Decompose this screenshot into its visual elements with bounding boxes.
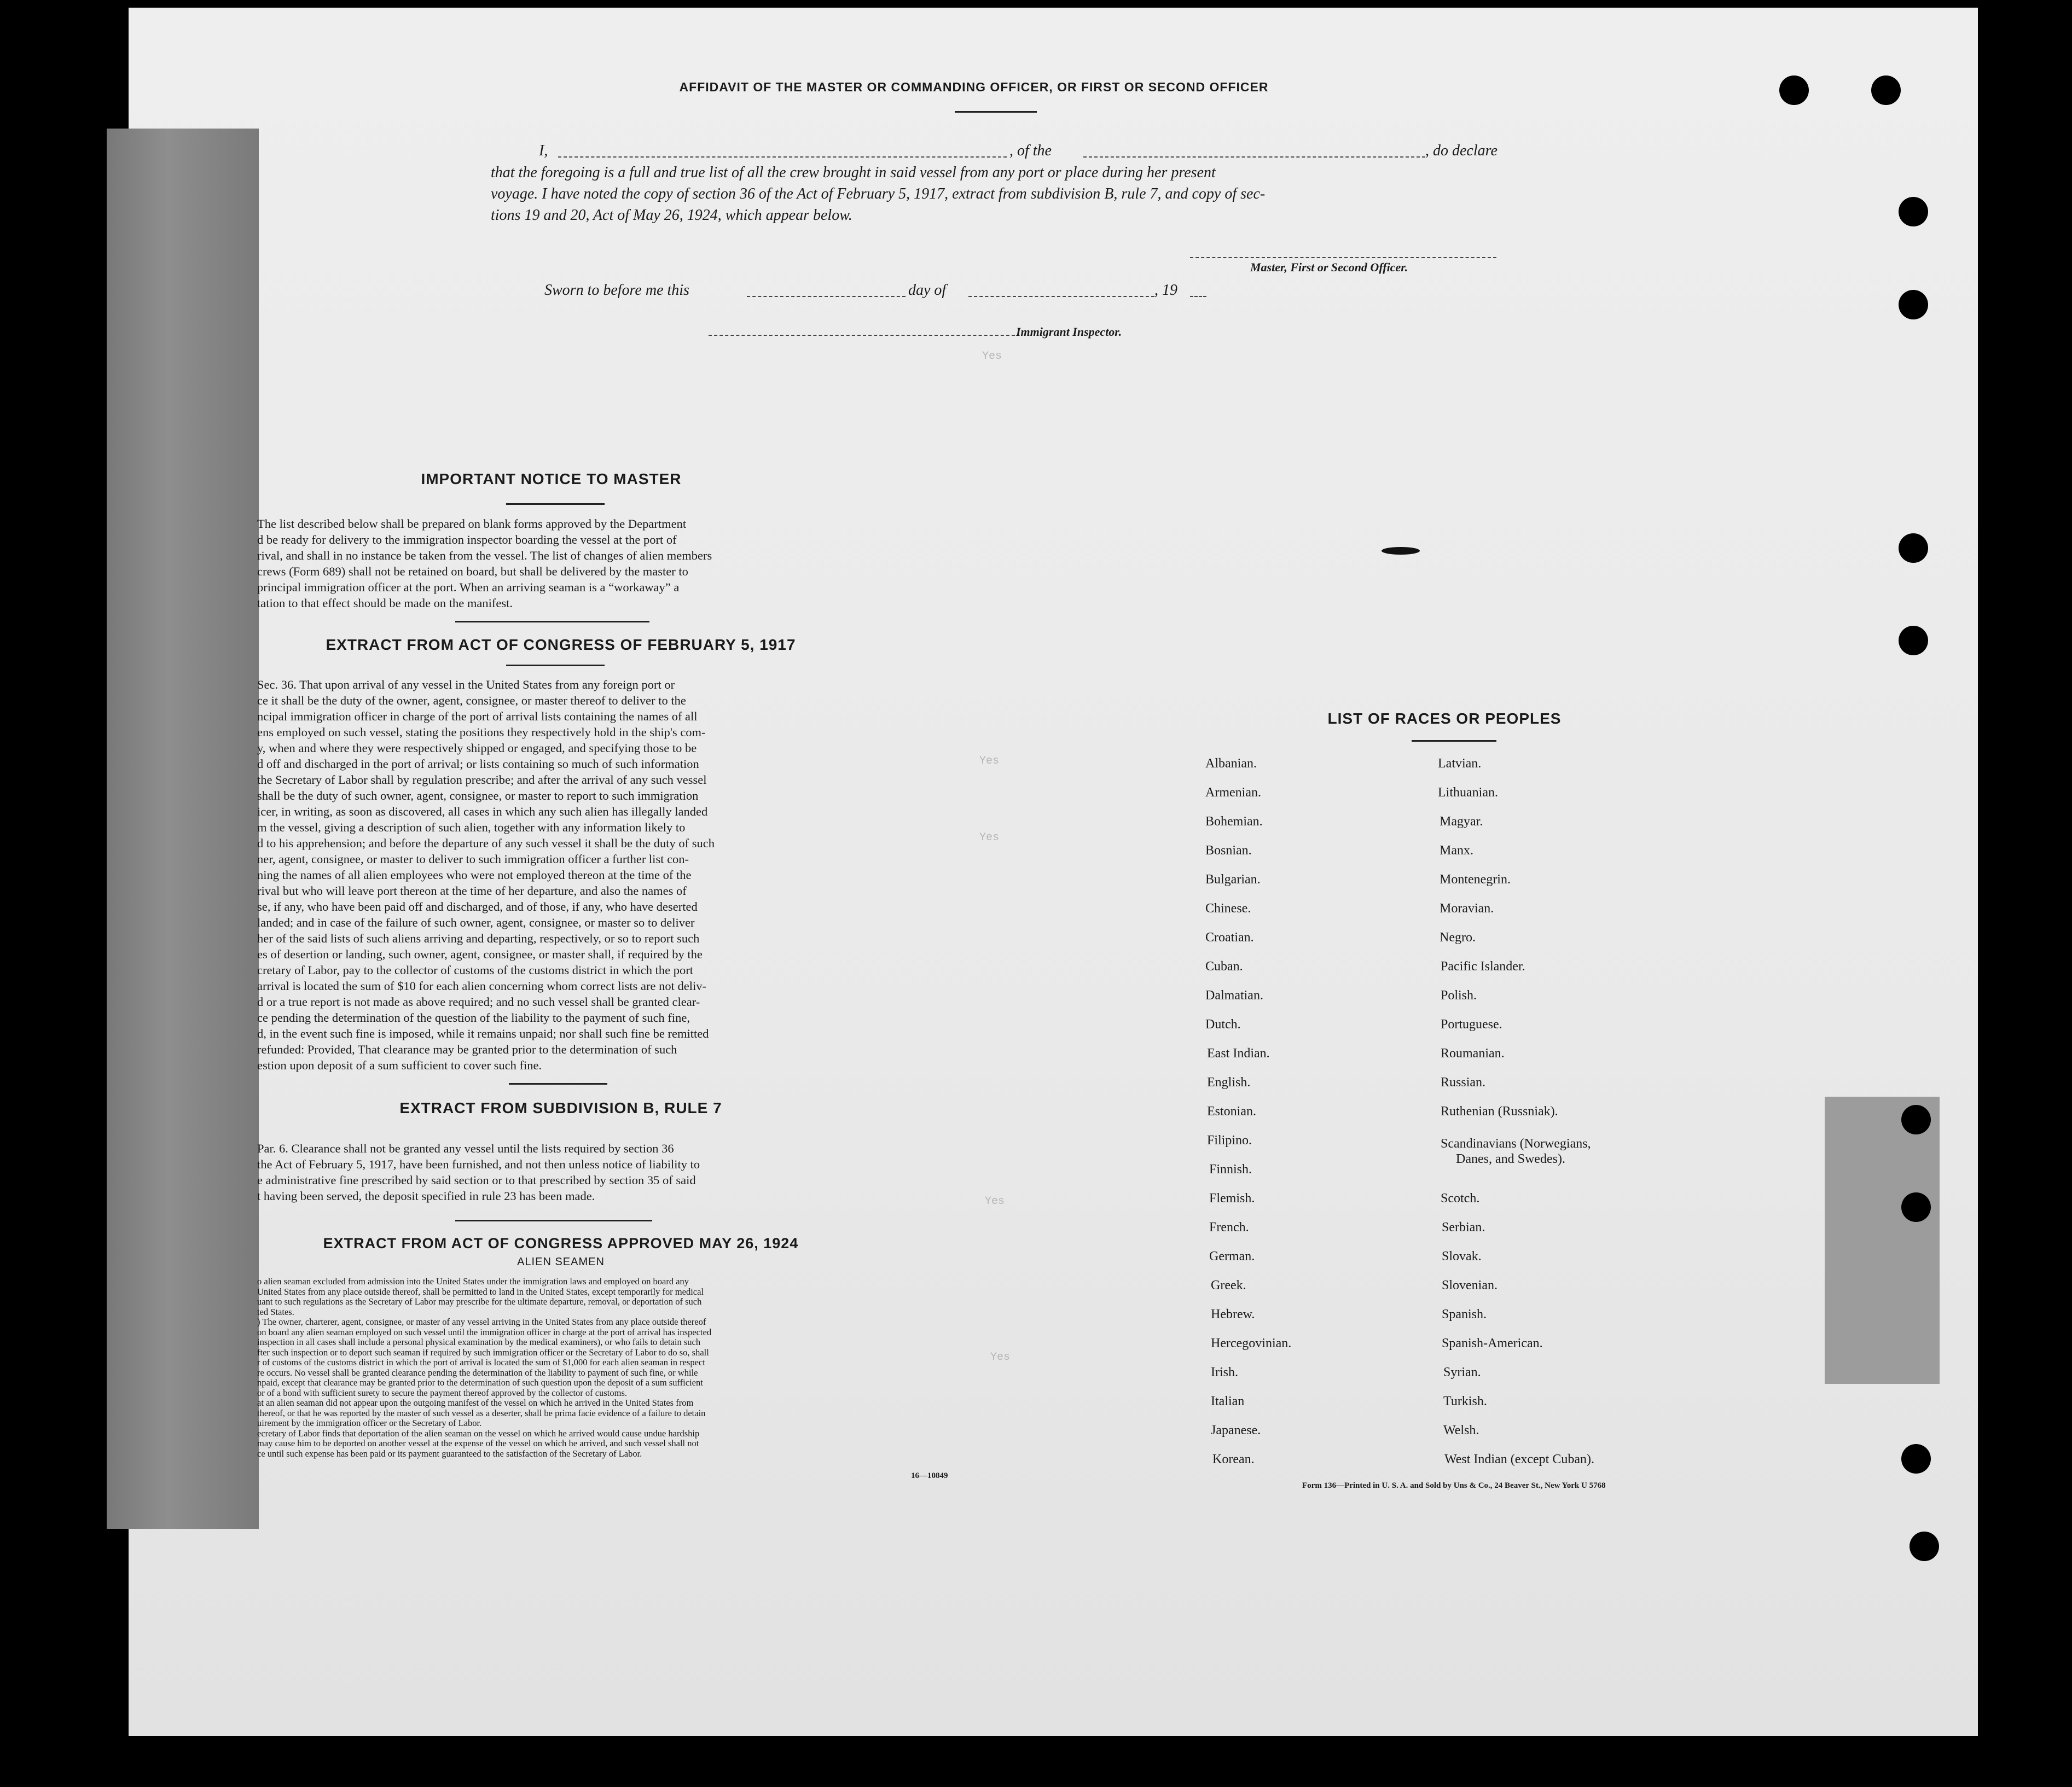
race-item: Armenian. [1205, 785, 1261, 800]
signature-blank [1190, 257, 1496, 258]
extract-line: ens employed on such vessel, stating the positions they respectively hold in the ship's com- [257, 725, 706, 739]
extract-line: uant to such regulations as the Secretary of Labor may prescribe for the ultimate departure, removal, or deportation of such [257, 1296, 702, 1307]
extract-1917-body [257, 677, 866, 1073]
extract-line: ncipal immigration officer in charge of the port of arrival lists containing the names of all [257, 709, 698, 723]
extract-line: landed; and in case of the failure of such owner, agent, consignee, or master so to deliver [257, 916, 695, 929]
extract-line: d off and discharged in the port of arrival; or lists containing so much of such information [257, 757, 699, 771]
binder-hole [1871, 75, 1901, 105]
race-item: Manx. [1440, 843, 1473, 858]
sworn-prefix: Sworn to before me this [544, 282, 689, 299]
form-code: 16—10849 [911, 1471, 948, 1480]
race-item: Hercegovinian. [1211, 1336, 1292, 1351]
race-item: Bulgarian. [1205, 872, 1261, 887]
race-item: Filipino. [1207, 1133, 1252, 1148]
extract-line: ner, agent, consignee, or master to deliver to such immigration officer a further list con- [257, 852, 689, 866]
race-item: Croatian. [1205, 930, 1254, 945]
race-item: Danes, and Swedes). [1456, 1152, 1565, 1166]
race-item: French. [1209, 1220, 1249, 1235]
extract-line: se, if any, who have been paid off and discharged, and of those, if any, who have deserted [257, 900, 698, 913]
extract-1924-body [257, 1277, 955, 1459]
day-blank [747, 296, 906, 297]
extract-line: the Act of February 5, 1917, have been furnished, and not then unless notice of liability to [257, 1157, 700, 1171]
printer-footer: Form 136—Printed in U. S. A. and Sold by Uns & Co., 24 Beaver St., New York U 5768 [1302, 1481, 1606, 1490]
divider [1412, 740, 1496, 742]
divider [955, 111, 1037, 113]
race-item: Finnish. [1209, 1162, 1252, 1177]
extract-line: o alien seaman excluded from admission into the United States under the immigration laws and employed on board any [257, 1276, 689, 1287]
extract-line: d, in the event such fine is imposed, while it remains unpaid; nor shall such fine be remitted [257, 1027, 709, 1040]
extract-line: shall be the duty of such owner, agent, consignee, or master to report to such immigration [257, 789, 699, 802]
race-item: Negro. [1440, 930, 1476, 945]
extract-line: thereof, or that he was reported by the master of such vessel as a deserter, shall be prima facie evidence of a failure to detain [257, 1407, 706, 1418]
declaration-line: that the foregoing is a full and true list of all the crew brought in said vessel from any port or place during her present [491, 164, 1216, 181]
extract-line: may cause him to be deported on another vessel at the expense of the vessel on which he arrived, and such vessel shall not [257, 1438, 699, 1448]
race-item: Latvian. [1438, 756, 1482, 771]
notice-line: principal immigration officer at the port. When an arriving seaman is a “workaway” a [257, 580, 680, 594]
race-item: Albanian. [1205, 756, 1257, 771]
extract-line: d to his apprehension; and before the departure of any such vessel it shall be the duty of such [257, 836, 715, 850]
extract-line: y, when and where they were respectively shipped or engaged, and specifying those to be [257, 741, 697, 755]
binder-hole [1910, 1532, 1939, 1561]
race-item: Moravian. [1440, 901, 1494, 916]
affidavit-do-declare: , do declare [1425, 142, 1498, 159]
race-item: Pacific Islander. [1441, 959, 1525, 974]
race-item: Roumanian. [1441, 1046, 1505, 1061]
race-item: Serbian. [1442, 1220, 1485, 1235]
race-item: West Indian (except Cuban). [1444, 1452, 1594, 1466]
show-through-mark: Yes [982, 350, 1002, 363]
extract-line: r of customs of the customs district in which the port of arrival is located the sum of $1,000 for each alien seaman in respect [257, 1357, 705, 1367]
extract-line: estion upon deposit of a sum sufficient to cover such fine. [257, 1058, 542, 1072]
race-item: Polish. [1441, 988, 1477, 1003]
binder-hole [1899, 626, 1928, 655]
notice-line: crews (Form 689) shall not be retained on board, but shall be delivered by the master to [257, 564, 688, 578]
divider [509, 1083, 607, 1085]
race-item: Estonian. [1207, 1104, 1256, 1119]
show-through-mark: Yes [990, 1351, 1011, 1364]
extract-line: ce pending the determination of the question of the liability to the payment of such fine, [257, 1011, 690, 1025]
race-item: Turkish. [1443, 1394, 1487, 1408]
race-item: Irish. [1211, 1365, 1238, 1379]
binder-hole [1899, 533, 1928, 563]
sworn-year: , 19 [1154, 282, 1177, 299]
declaration-line: tions 19 and 20, Act of May 26, 1924, which appear below. [491, 207, 852, 224]
affidavit-title: AFFIDAVIT OF THE MASTER OR COMMANDING OFFICER, OR FIRST OR SECOND OFFICER [679, 80, 1269, 94]
extract-line: icer, in writing, as soon as discovered, all cases in which any such alien has illegally landed [257, 805, 708, 818]
race-item: Montenegrin. [1440, 872, 1511, 887]
affidavit-of-the: , of the [1009, 142, 1052, 159]
extract-line: re occurs. No vessel shall be granted clearance pending the determination of the liability to payment of such fine, or while [257, 1367, 698, 1378]
inspector-blank [709, 335, 1015, 336]
extract-line: on board any alien seaman employed on such vessel until the immigration officer in charge at the port of arrival has inspected [257, 1326, 712, 1337]
race-item: Russian. [1441, 1075, 1486, 1090]
race-item: Hebrew. [1211, 1307, 1255, 1322]
extract-line: rival but who will leave port thereon at the time of her departure, and also the names of [257, 884, 687, 898]
race-item: Scotch. [1441, 1191, 1480, 1206]
ink-blot [1382, 547, 1420, 555]
extract-line: fter such inspection or to deport such seaman if required by such immigration officer or the Secretary of Labor to do so, shall [257, 1347, 709, 1358]
notice-line: rival, and shall in no instance be taken from the vessel. The list of changes of alien members [257, 549, 712, 562]
binder-hole [1779, 75, 1809, 105]
race-item: East Indian. [1207, 1046, 1270, 1061]
show-through-mark: Yes [979, 831, 1000, 844]
signature-caption: Master, First or Second Officer. [1250, 260, 1408, 274]
binder-hole [1899, 290, 1928, 319]
extract-1924-title: EXTRACT FROM ACT OF CONGRESS APPROVED MAY 26, 1924 [323, 1235, 799, 1252]
notice-line: The list described below shall be prepared on blank forms approved by the Department [257, 517, 687, 531]
extract-line: t having been served, the deposit specified in rule 23 has been made. [257, 1189, 595, 1203]
race-item: Spanish. [1442, 1307, 1487, 1322]
binder-hole [1899, 197, 1928, 226]
divider [455, 1220, 652, 1221]
race-item: Portuguese. [1441, 1017, 1502, 1032]
vessel-blank [1083, 156, 1425, 158]
extract-line: arrival is located the sum of $10 for each alien concerning whom correct lists are not deliv- [257, 979, 706, 993]
extract-line: d or a true report is not made as above required; and no such vessel shall be granted clear- [257, 995, 700, 1009]
extract-line: e administrative fine prescribed by said section or to that prescribed by section 35 of said [257, 1173, 696, 1187]
month-blank [968, 296, 1154, 297]
extract-line: at an alien seaman did not appear upon the outgoing manifest of the vessel on which he arrived in the United States from [257, 1398, 694, 1408]
extract-line: es of desertion or landing, such owner, agent, consignee, or master shall, if required by the [257, 947, 703, 961]
extract-line: ce until such expense has been paid or its payment guaranteed to the satisfaction of the Secretary of Labor. [257, 1448, 642, 1459]
extract-rule7-title: EXTRACT FROM SUBDIVISION B, RULE 7 [399, 1099, 722, 1116]
extract-line: Sec. 36. That upon arrival of any vessel in the United States from any foreign port or [257, 678, 675, 691]
year-blank [1190, 296, 1206, 297]
race-item: Scandinavians (Norwegians, [1441, 1137, 1591, 1151]
divider [455, 621, 649, 622]
race-item: Flemish. [1209, 1191, 1255, 1206]
race-item: Welsh. [1443, 1423, 1479, 1437]
extract-line: ning the names of all alien employees who were not employed thereon at the time of the [257, 868, 692, 882]
extract-line: the Secretary of Labor shall by regulation prescribe; and after the arrival of any such vessel [257, 773, 707, 787]
notice-line: d be ready for delivery to the immigration inspector boarding the vessel at the port of [257, 533, 677, 546]
notice-body [257, 516, 866, 611]
extract-line: ted States. [257, 1306, 294, 1317]
extract-line: m the vessel, giving a description of such alien, together with any information likely to [257, 820, 686, 834]
race-item: Syrian. [1443, 1365, 1481, 1379]
race-item: German. [1209, 1249, 1255, 1264]
affidavit-declaration [491, 162, 1525, 226]
race-item: Spanish-American. [1442, 1336, 1543, 1351]
extract-line: cretary of Labor, pay to the collector of customs of the customs district in which the port [257, 963, 694, 977]
race-item: Slovenian. [1442, 1278, 1498, 1293]
extract-rule7-body [257, 1140, 866, 1204]
extract-1924-subtitle: ALIEN SEAMEN [517, 1256, 605, 1268]
race-item: Chinese. [1205, 901, 1251, 916]
extract-1917-title: EXTRACT FROM ACT OF CONGRESS OF FEBRUARY 5, 1917 [326, 636, 796, 653]
extract-line: ecretary of Labor finds that deportation of the alien seaman on the vessel on which he arrived would cause undue hardship [257, 1428, 700, 1439]
extract-line: her of the said lists of such aliens arriving and departing, respectively, or so to report such [257, 932, 700, 945]
race-item: Cuban. [1205, 959, 1243, 974]
notice-title: IMPORTANT NOTICE TO MASTER [421, 470, 682, 487]
show-through-mark: Yes [979, 755, 1000, 767]
race-item: Greek. [1211, 1278, 1246, 1293]
race-item: English. [1207, 1075, 1251, 1090]
extract-line: United States from any place outside thereof, shall be permitted to land in the United States, except temporarily for medical [257, 1286, 704, 1297]
declaration-line: voyage. I have noted the copy of section 36 of the Act of February 5, 1917, extract from subdivision B, rule 7, and copy of sec- [491, 185, 1266, 202]
binder-hole [1901, 1192, 1931, 1222]
extract-line: Par. 6. Clearance shall not be granted any vessel until the lists required by section 36 [257, 1142, 674, 1155]
tape-strip-right [1825, 1097, 1940, 1384]
extract-line: ce it shall be the duty of the owner, agent, consignee, or master thereof to deliver to the [257, 694, 686, 707]
binder-hole [1901, 1444, 1931, 1474]
race-item: Bohemian. [1205, 814, 1263, 829]
inspector-caption: Immigrant Inspector. [1016, 325, 1122, 339]
binder-hole [1901, 1105, 1931, 1134]
race-item: Dutch. [1205, 1017, 1241, 1032]
race-item: Ruthenian (Russniak). [1441, 1104, 1558, 1119]
divider [506, 503, 605, 505]
race-item: Magyar. [1440, 814, 1483, 829]
race-item: Italian [1211, 1394, 1245, 1408]
race-item: Japanese. [1211, 1423, 1261, 1437]
name-blank [558, 156, 1007, 158]
extract-line: ) The owner, charterer, agent, consignee, or master of any vessel arriving in the United States from any place outside thereof [257, 1317, 706, 1327]
divider [506, 665, 605, 666]
extract-line: uirement by the immigration officer or the Secretary of Labor. [257, 1418, 482, 1428]
extract-line: npaid, except that clearance may be granted prior to the determination of such question upon the deposit of a sum sufficient [257, 1377, 703, 1388]
race-item: Slovak. [1442, 1249, 1482, 1264]
show-through-mark: Yes [985, 1195, 1005, 1208]
notice-line: tation to that effect should be made on the manifest. [257, 596, 513, 610]
extract-line: inspection in all cases shall include a personal physical examination by the medical examiners), or who fails to detain such [257, 1337, 701, 1347]
race-item: Lithuanian. [1438, 785, 1498, 800]
race-item: Bosnian. [1205, 843, 1252, 858]
races-title: LIST OF RACES OR PEOPLES [1327, 710, 1562, 727]
extract-line: or of a bond with sufficient surety to secure the payment thereof approved by the collector of customs. [257, 1387, 627, 1398]
extract-line: refunded: Provided, That clearance may be granted prior to the determination of such [257, 1043, 677, 1056]
affidavit-i: I, [539, 142, 548, 159]
race-item: Korean. [1212, 1452, 1255, 1466]
sworn-day-of: day of [908, 282, 947, 299]
tape-strip-left [107, 129, 259, 1529]
race-item: Dalmatian. [1205, 988, 1263, 1003]
